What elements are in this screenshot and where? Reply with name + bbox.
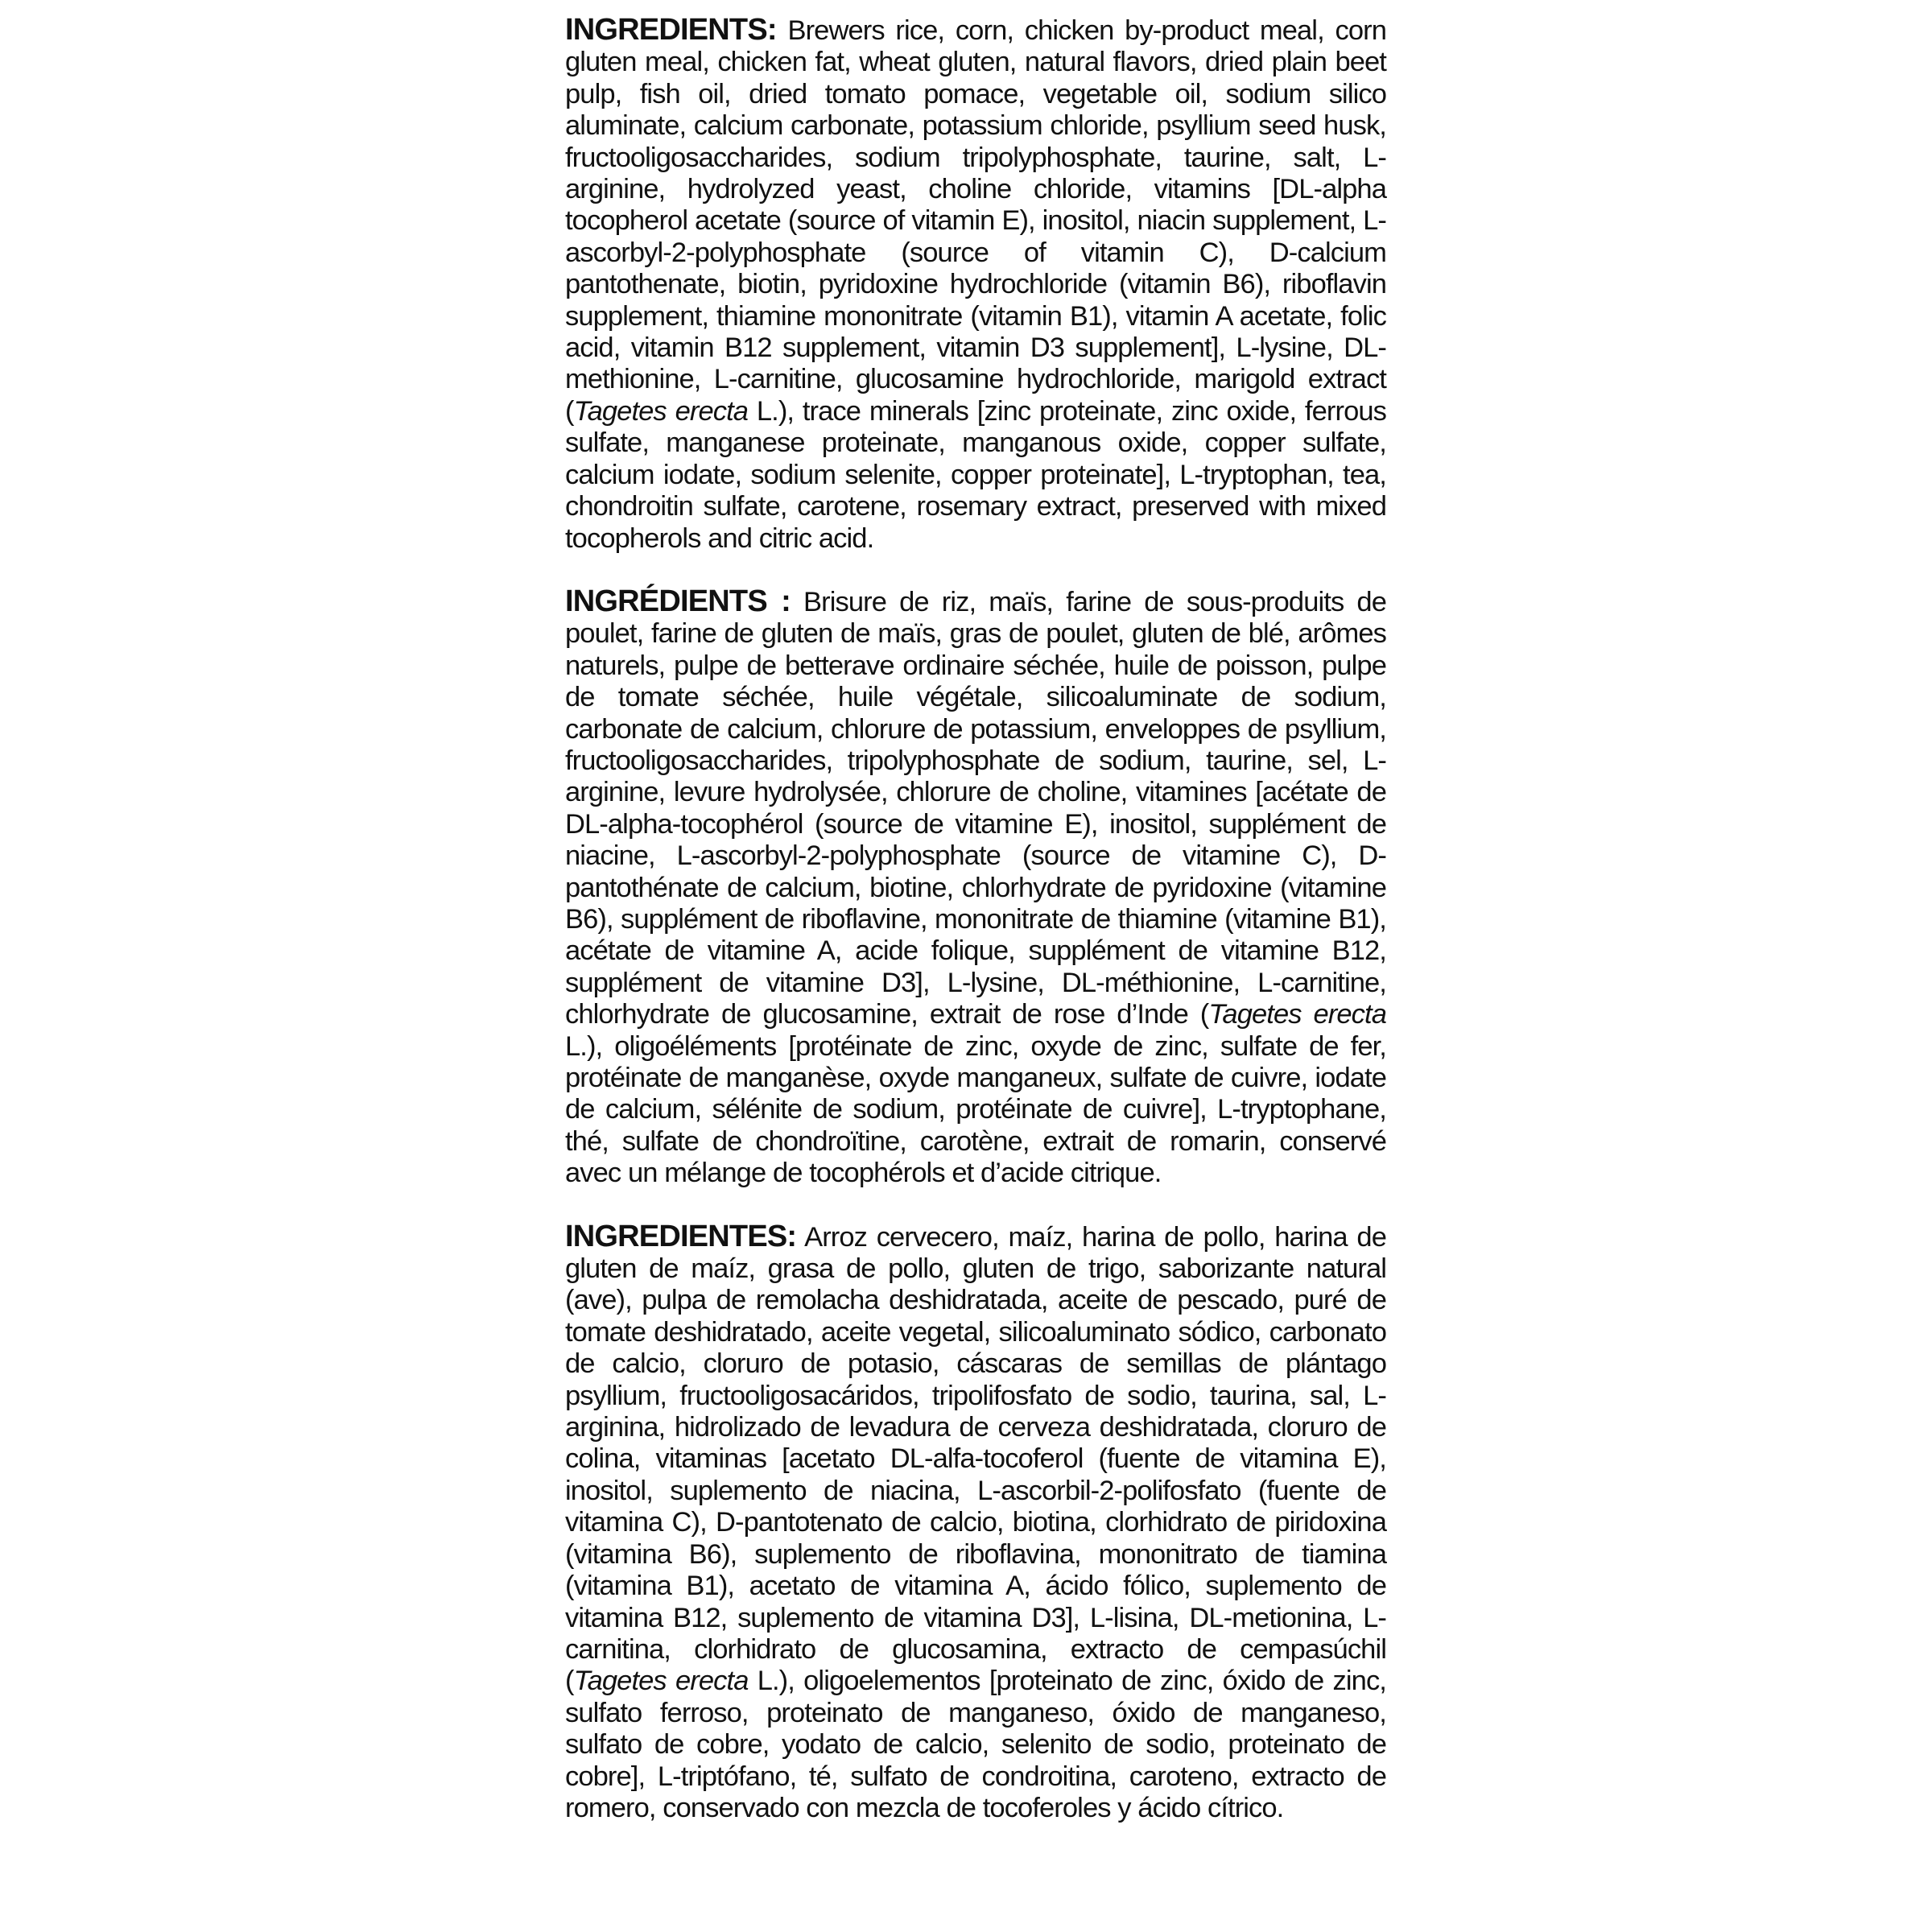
ingredients-spanish-latin-name: Tagetes erecta bbox=[573, 1666, 749, 1697]
ingredients-english-latin-name: Tagetes erecta bbox=[573, 395, 749, 427]
ingredients-english-text-part-1: Brewers rice, corn, chicken by-product meal, corn gluten meal, chicken fat, wheat gluten, natural flavors, dried plain beet pulp, fish oil, dried tomato pomace, vegetable oil, sodium silico aluminate, calcium carbonate, potassium chloride, psyllium seed husk, fructooligosaccharides, sodium tripolyphosphate, taurine, salt, L-arginine, hydrolyzed yeast, choline chloride, vitamins [DL-alpha tocopherol acetate (source of vitamin E), inositol, niacin supplement, L-ascorbyl-2-polyphosphate (source of vitamin C), D-calcium pantothenate, biotin, pyridoxine hydrochloride (vitamin B6), riboflavin supplement, thiamine mononitrate (vitamin B1), vitamin A acetate, folic acid, vitamin B12 supplement, vitamin D3 supplement], L-lysine, DL-methionine, L-carnitine, glucosamine hydrochloride, marigold extract ( bbox=[565, 15, 1386, 427]
ingredients-french-latin-name: Tagetes erecta bbox=[1208, 999, 1386, 1030]
ingredients-spanish bbox=[565, 1221, 1386, 1825]
ingredients-french-heading: INGRÉDIENTS : bbox=[565, 584, 791, 618]
ingredients-english bbox=[565, 14, 1386, 555]
ingredients-spanish-text-part-2: L.), oligoelementos [proteinato de zinc, óxido de zinc, sulfato ferroso, proteinato de manganeso, óxido de manganeso, sulfato de cobre, yodato de calcio, selenito de sodio, proteinato de cobre], L-triptófano, té, sulfato de condroitina, caroteno, extracto de romero, conservado con mezcla de tocoferoles y ácido cítrico. bbox=[565, 1666, 1386, 1823]
ingredients-spanish-text-part-1: Arroz cervecero, maíz, harina de pollo, harina de gluten de maíz, grasa de pollo, gluten de trigo, saborizante natural (ave), pulpa de remolacha deshidratada, aceite de pescado, puré de tomate deshidratado, aceite vegetal, silicoaluminato sódico, carbonato de calcio, cloruro de potasio, cáscaras de semillas de plántago psyllium, fructooligosacáridos, tripolifosfato de sodio, taurina, sal, L-arginina, hidrolizado de levadura de cerveza deshidratada, cloruro de colina, vitaminas [acetato DL-alfa-tocoferol (fuente de vitamina E), inositol, suplemento de niacina, L-ascorbil-2-polifosfato (fuente de vitamina C), D-pantotenato de calcio, biotina, clorhidrato de piridoxina (vitamina B6), suplemento de riboflavina, mononitrato de tiamina (vitamina B1), acetato de vitamina A, ácido fólico, suplemento de vitamina B12, suplemento de vitamina D3], L-lisina, DL-metionina, L-carnitina, clorhidrato de glucosamina, extracto de cempasúchil ( bbox=[565, 1221, 1386, 1697]
ingredients-french bbox=[565, 586, 1386, 1190]
ingredients-english-text-part-2: L.), trace minerals [zinc proteinate, zinc oxide, ferrous sulfate, manganese proteinate, manganous oxide, copper sulfate, calcium iodate, sodium selenite, copper proteinate], L-tryptophan, tea, chondroitin sulfate, carotene, rosemary extract, preserved with mixed tocopherols and citric acid. bbox=[565, 395, 1386, 554]
ingredients-french-text-part-2: L.), oligoéléments [protéinate de zinc, oxyde de zinc, sulfate de fer, protéinate de manganèse, oxyde manganeux, sulfate de cuivre, iodate de calcium, sélénite de sodium, protéinate de cuivre], L-tryptophane, thé, sulfate de chondroïtine, carotène, extrait de romarin, conservé avec un mélange de tocophérols et d’acide citrique. bbox=[565, 1030, 1386, 1189]
ingredients-french-text-part-1: Brisure de riz, maïs, farine de sous-produits de poulet, farine de gluten de maïs, gras de poulet, gluten de blé, arômes naturels, pulpe de betterave ordinaire séchée, huile de poisson, pulpe de tomate séchée, huile végétale, silicoaluminate de sodium, carbonate de calcium, chlorure de potassium, enveloppes de psyllium, fructooligosaccharides, tripolyphosphate de sodium, taurine, sel, L-arginine, levure hydrolysée, chlorure de choline, vitamines [acétate de DL-alpha-tocophérol (source de vitamine E), inositol, supplément de niacine, L-ascorbyl-2-polyphosphate (source de vitamine C), D-pantothénate de calcium, biotine, chlorhydrate de pyridoxine (vitamine B6), supplément de riboflavine, mononitrate de thiamine (vitamine B1), acétate de vitamine A, acide folique, supplément de vitamine B12, supplément de vitamine D3], L-lysine, DL-méthionine, L-carnitine, chlorhydrate de glucosamine, extrait de rose d’Inde ( bbox=[565, 586, 1386, 1030]
ingredients-english-heading: INGREDIENTS: bbox=[565, 13, 777, 47]
ingredients-spanish-heading: INGREDIENTES: bbox=[565, 1219, 797, 1253]
ingredient-label-panel bbox=[565, 14, 1386, 1824]
